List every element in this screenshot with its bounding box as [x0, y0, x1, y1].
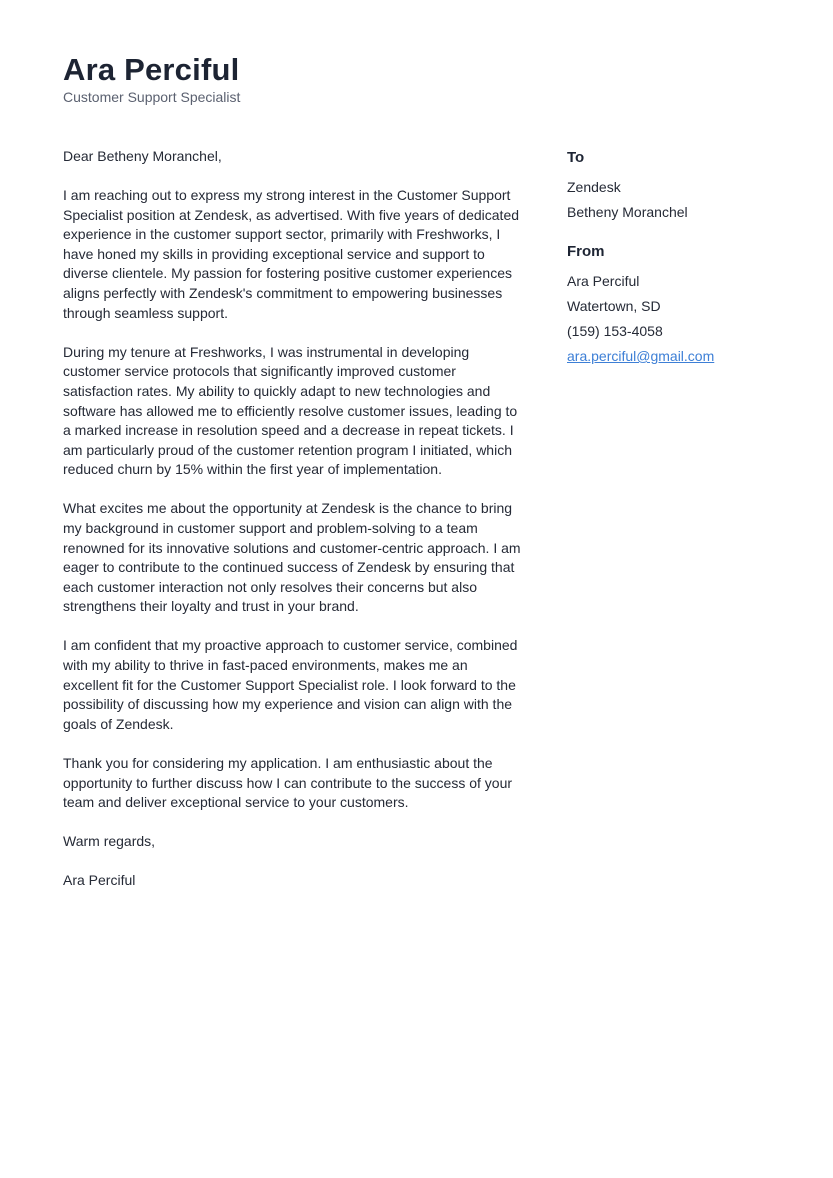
sender-name: Ara Perciful	[567, 273, 640, 289]
paragraph: Thank you for considering my application. I am enthusiastic about the opportunity to further discuss how I can contribute to the success of your team and deliver exceptional service to your customers.	[63, 754, 513, 811]
signature: Ara Perciful	[63, 872, 136, 889]
applicant-title: Customer Support Specialist	[63, 89, 241, 105]
paragraph: I am reaching out to express my strong interest in the Customer Support Specialist position at Zendesk, as advertised. With five years of dedicated experience in the customer support sector, primarily with Freshworks, I have honed my skills in providing exceptional service and support to diverse clientele. My passion for fostering positive customer experiences aligns perfectly with Zendesk's commitment to empowering businesses through seamless support.	[63, 187, 520, 321]
sender-phone: (159) 153-4058	[567, 323, 663, 339]
paragraph: What excites me about the opportunity at Zendesk is the chance to bring my background in customer support and problem-solving to a team renowned for its innovative solutions and customer-centric approach. I am eager to contribute to the continued success of Zendesk by ensuring that each customer interaction not only resolves their concerns but also strengthens their loyalty and trust in your brand.	[63, 500, 521, 615]
letter-header	[63, 52, 240, 106]
to-heading: To	[567, 149, 585, 166]
paragraph: I am confident that my proactive approach to customer service, combined with my ability to thrive in fast-paced environments, makes me an excellent fit for the Customer Support Specialist role. I look forward to the possibility of discussing how my experience and vision can align with the goals of Zendesk.	[63, 637, 518, 732]
from-heading: From	[567, 243, 605, 260]
recipient-name: Betheny Moranchel	[567, 204, 688, 220]
recipient-company: Zendesk	[567, 179, 621, 195]
applicant-name: Ara Perciful	[63, 52, 240, 87]
closing: Warm regards,	[63, 833, 156, 850]
contact-sidebar	[567, 147, 797, 385]
recipient-block	[567, 147, 797, 225]
sender-email-link[interactable]: ara.perciful@gmail.com	[567, 348, 715, 364]
sender-location: Watertown, SD	[567, 298, 661, 314]
sender-block	[567, 241, 797, 369]
paragraph: During my tenure at Freshworks, I was instrumental in developing customer service protocols that significantly improved customer satisfaction rates. My ability to quickly adapt to new technologies and software has allowed me to efficiently resolve customer issues, leading to a marked increase in resolution speed and a decrease in repeat tickets. I am particularly proud of the customer retention program I initiated, which reduced churn by 15% within the first year of implementation.	[63, 343, 518, 478]
letter-body	[63, 147, 523, 910]
salutation: Dear Betheny Moranchel,	[63, 148, 222, 164]
